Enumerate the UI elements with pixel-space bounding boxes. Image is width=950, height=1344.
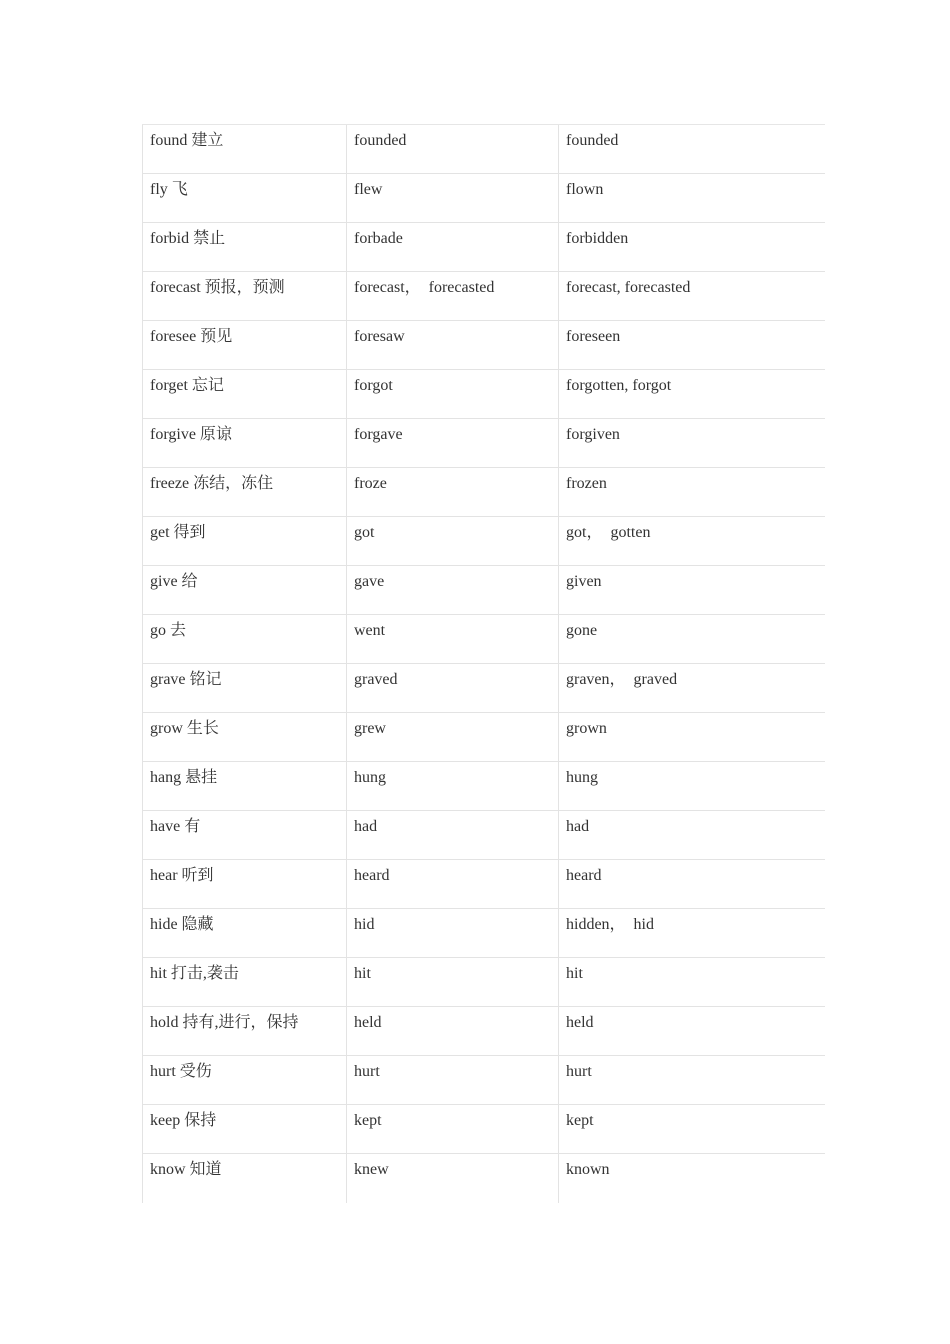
- past-participle-cell: frozen: [559, 468, 825, 517]
- past-tense-cell: forgot: [347, 370, 559, 419]
- table-row: [143, 517, 825, 566]
- verb-table-body: [143, 125, 825, 1203]
- table-row: [143, 419, 825, 468]
- table-row: [143, 321, 825, 370]
- past-tense-cell: hit: [347, 958, 559, 1007]
- base-form-cell: give 给: [143, 566, 347, 615]
- base-form-cell: hang 悬挂: [143, 762, 347, 811]
- table-row: [143, 909, 825, 958]
- past-participle-cell: foreseen: [559, 321, 825, 370]
- table-row: [143, 762, 825, 811]
- past-participle-cell: hidden， hid: [559, 909, 825, 958]
- past-tense-cell: heard: [347, 860, 559, 909]
- past-tense-cell: kept: [347, 1105, 559, 1154]
- past-tense-cell: founded: [347, 125, 559, 174]
- past-tense-cell: knew: [347, 1154, 559, 1203]
- base-form-cell: forgive 原谅: [143, 419, 347, 468]
- table-row: [143, 958, 825, 1007]
- past-participle-cell: forgotten, forgot: [559, 370, 825, 419]
- past-participle-cell: had: [559, 811, 825, 860]
- past-tense-cell: got: [347, 517, 559, 566]
- past-tense-cell: foresaw: [347, 321, 559, 370]
- table-row: [143, 370, 825, 419]
- past-tense-cell: gave: [347, 566, 559, 615]
- table-row: [143, 174, 825, 223]
- past-tense-cell: forgave: [347, 419, 559, 468]
- past-participle-cell: graven， graved: [559, 664, 825, 713]
- base-form-cell: get 得到: [143, 517, 347, 566]
- table-row: [143, 664, 825, 713]
- base-form-cell: forget 忘记: [143, 370, 347, 419]
- base-form-cell: grow 生长: [143, 713, 347, 762]
- base-form-cell: forecast 预报，预测: [143, 272, 347, 321]
- past-tense-cell: forecast， forecasted: [347, 272, 559, 321]
- past-tense-cell: hung: [347, 762, 559, 811]
- past-participle-cell: held: [559, 1007, 825, 1056]
- table-row: [143, 615, 825, 664]
- base-form-cell: hurt 受伤: [143, 1056, 347, 1105]
- past-participle-cell: got， gotten: [559, 517, 825, 566]
- table-row: [143, 811, 825, 860]
- past-participle-cell: heard: [559, 860, 825, 909]
- table-row: [143, 125, 825, 174]
- past-participle-cell: gone: [559, 615, 825, 664]
- table-row: [143, 272, 825, 321]
- irregular-verb-table: [142, 124, 825, 1203]
- table-row: [143, 1007, 825, 1056]
- past-tense-cell: went: [347, 615, 559, 664]
- table-row: [143, 713, 825, 762]
- base-form-cell: hear 听到: [143, 860, 347, 909]
- past-participle-cell: hit: [559, 958, 825, 1007]
- past-participle-cell: flown: [559, 174, 825, 223]
- past-tense-cell: had: [347, 811, 559, 860]
- past-participle-cell: known: [559, 1154, 825, 1203]
- past-participle-cell: hung: [559, 762, 825, 811]
- base-form-cell: hit 打击,袭击: [143, 958, 347, 1007]
- base-form-cell: go 去: [143, 615, 347, 664]
- past-participle-cell: grown: [559, 713, 825, 762]
- base-form-cell: have 有: [143, 811, 347, 860]
- table-row: [143, 223, 825, 272]
- base-form-cell: grave 铭记: [143, 664, 347, 713]
- base-form-cell: forbid 禁止: [143, 223, 347, 272]
- past-participle-cell: forecast, forecasted: [559, 272, 825, 321]
- past-tense-cell: graved: [347, 664, 559, 713]
- past-participle-cell: forbidden: [559, 223, 825, 272]
- past-tense-cell: froze: [347, 468, 559, 517]
- past-participle-cell: kept: [559, 1105, 825, 1154]
- past-participle-cell: forgiven: [559, 419, 825, 468]
- table-row: [143, 1105, 825, 1154]
- past-participle-cell: founded: [559, 125, 825, 174]
- base-form-cell: hide 隐藏: [143, 909, 347, 958]
- base-form-cell: keep 保持: [143, 1105, 347, 1154]
- past-participle-cell: hurt: [559, 1056, 825, 1105]
- past-tense-cell: hurt: [347, 1056, 559, 1105]
- past-tense-cell: flew: [347, 174, 559, 223]
- past-participle-cell: given: [559, 566, 825, 615]
- base-form-cell: hold 持有,进行，保持: [143, 1007, 347, 1056]
- base-form-cell: fly 飞: [143, 174, 347, 223]
- base-form-cell: found 建立: [143, 125, 347, 174]
- table-row: [143, 860, 825, 909]
- table-row: [143, 1056, 825, 1105]
- table-row: [143, 1154, 825, 1203]
- past-tense-cell: hid: [347, 909, 559, 958]
- past-tense-cell: held: [347, 1007, 559, 1056]
- table-row: [143, 468, 825, 517]
- base-form-cell: know 知道: [143, 1154, 347, 1203]
- past-tense-cell: forbade: [347, 223, 559, 272]
- base-form-cell: foresee 预见: [143, 321, 347, 370]
- past-tense-cell: grew: [347, 713, 559, 762]
- table-row: [143, 566, 825, 615]
- base-form-cell: freeze 冻结，冻住: [143, 468, 347, 517]
